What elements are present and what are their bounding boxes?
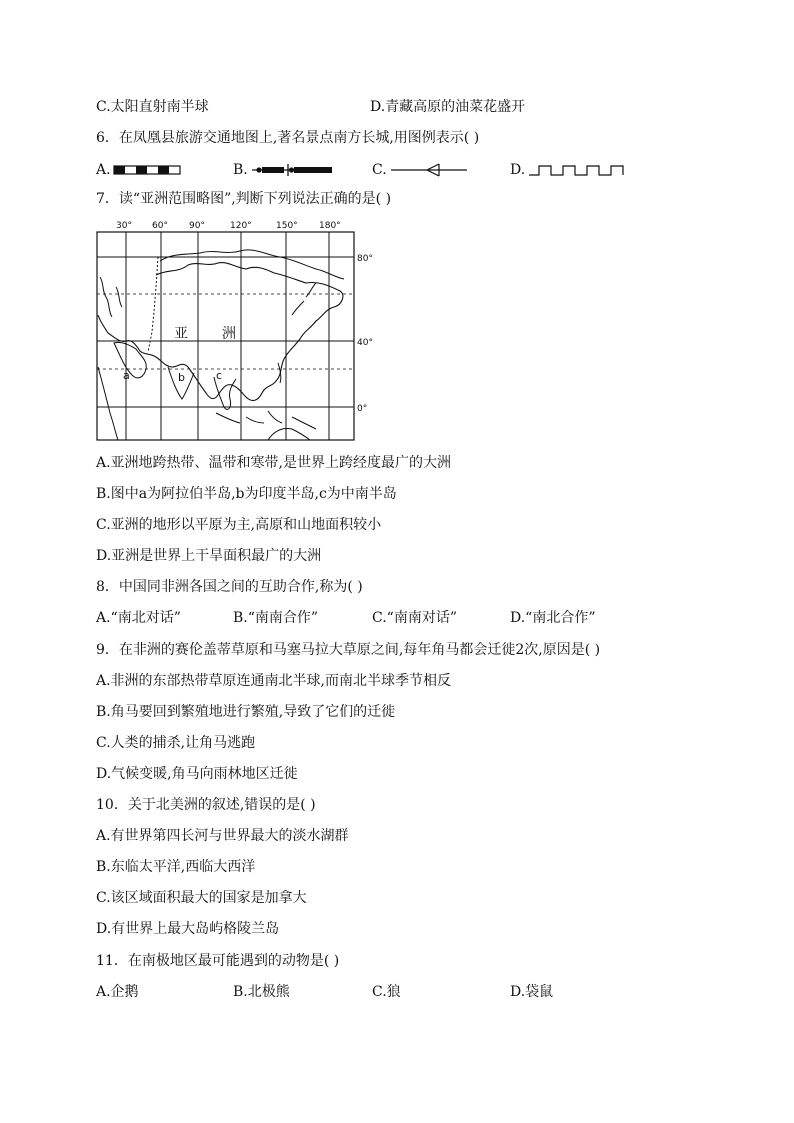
q10-option-a: A.有世界第四长河与世界最大的淡水湖群 xyxy=(96,828,349,844)
q8-stem: 8．中国同非洲各国之间的互助合作,称为( ) xyxy=(96,579,363,595)
q11-option-c: C.狼 xyxy=(372,984,401,1000)
q10-option-c: C.该区域面积最大的国家是加拿大 xyxy=(96,890,307,906)
q11-option-b: B.北极熊 xyxy=(233,984,290,1000)
tick-40: 40° xyxy=(357,338,373,348)
q7-option-c: C.亚洲的地形以平原为主,高原和山地面积较小 xyxy=(96,517,382,533)
label-asia-1: 亚 xyxy=(174,326,188,342)
label-a: a xyxy=(123,369,130,382)
q6-option-b xyxy=(233,160,334,180)
q6-option-a xyxy=(96,160,183,180)
q9-option-c: C.人类的捕杀,让角马逃跑 xyxy=(96,735,256,751)
q8-option-d: D.“南北合作” xyxy=(510,610,596,626)
q7-option-b: B.图中a为阿拉伯半岛,b为印度半岛,c为中南半岛 xyxy=(96,486,397,502)
q8-option-a: A.“南北对话” xyxy=(96,610,181,626)
q9-option-d: D.气候变暖,角马向雨林地区迁徙 xyxy=(96,766,298,782)
australia-fragment xyxy=(268,428,310,440)
tick-60: 60° xyxy=(152,221,168,231)
west-edge-coast xyxy=(100,277,122,317)
q7-option-a: A.亚洲地跨热带、温带和寒带,是世界上跨经度最广的大洲 xyxy=(96,455,452,471)
wall-square-wave-symbol-icon xyxy=(527,163,627,177)
q6-stem: 6．在凤凰县旅游交通地图上,著名景点南方长城,用图例表示( ) xyxy=(96,130,480,146)
tick-90: 90° xyxy=(189,221,205,231)
tick-180: 180° xyxy=(319,221,341,231)
label-b: b xyxy=(178,371,185,384)
tick-80: 80° xyxy=(357,254,373,264)
tick-30: 30° xyxy=(116,221,132,231)
q9-stem: 9．在非洲的赛伦盖蒂草原和马塞马拉大草原之间,每年角马都会迁徙2次,原因是( ) xyxy=(96,642,601,658)
tick-0: 0° xyxy=(357,404,368,414)
tick-150: 150° xyxy=(276,221,298,231)
q8-option-b: B.“南南合作” xyxy=(233,610,319,626)
asia-europe-boundary xyxy=(148,257,158,352)
q11-stem: 11．在南极地区最可能遇到的动物是( ) xyxy=(96,953,340,969)
q9-option-a: A.非洲的东部热带草原连通南北半球,而南北半球季节相反 xyxy=(96,673,452,689)
great-wall-symbol-icon xyxy=(250,163,334,177)
indonesia-islands xyxy=(216,411,316,429)
q10-option-d: D.有世界上最大岛屿格陵兰岛 xyxy=(96,921,280,937)
q11-option-d: D.袋鼠 xyxy=(510,984,554,1000)
q8-option-c: C.“南南对话” xyxy=(372,610,457,626)
q7-stem: 7．读“亚洲范围略图”,判断下列说法正确的是( ) xyxy=(96,191,392,207)
q6-option-a-letter: A. xyxy=(96,162,111,178)
airline-symbol-icon xyxy=(389,162,469,178)
q7-option-d: D.亚洲是世界上干旱面积最广的大洲 xyxy=(96,548,322,564)
philippines-islands xyxy=(278,363,281,383)
africa-fragment xyxy=(98,367,118,440)
q6-option-c-letter: C. xyxy=(372,162,387,178)
arabian-peninsula xyxy=(114,342,146,377)
q6-option-d-letter: D. xyxy=(510,162,526,178)
q6-option-c xyxy=(372,160,469,180)
q6-option-d xyxy=(510,160,627,180)
railway-symbol-icon xyxy=(113,163,183,177)
q11-option-a: A.企鹅 xyxy=(96,984,139,1000)
q5-option-c: C.太阳直射南半球 xyxy=(96,99,209,115)
japan-islands xyxy=(292,283,316,315)
q5-option-d: D.青藏高原的油菜花盛开 xyxy=(370,99,526,115)
q9-option-b: B.角马要回到繁殖地进行繁殖,导致了它们的迁徙 xyxy=(96,704,396,720)
label-c: c xyxy=(216,369,223,382)
asia-range-map xyxy=(96,217,386,443)
q6-option-b-letter: B. xyxy=(233,162,248,178)
q10-option-b: B.东临太平洋,西临大西洋 xyxy=(96,859,256,875)
q10-stem: 10．关于北美洲的叙述,错误的是( ) xyxy=(96,797,316,813)
tick-120: 120° xyxy=(230,221,252,231)
label-asia-2: 洲 xyxy=(222,326,236,342)
